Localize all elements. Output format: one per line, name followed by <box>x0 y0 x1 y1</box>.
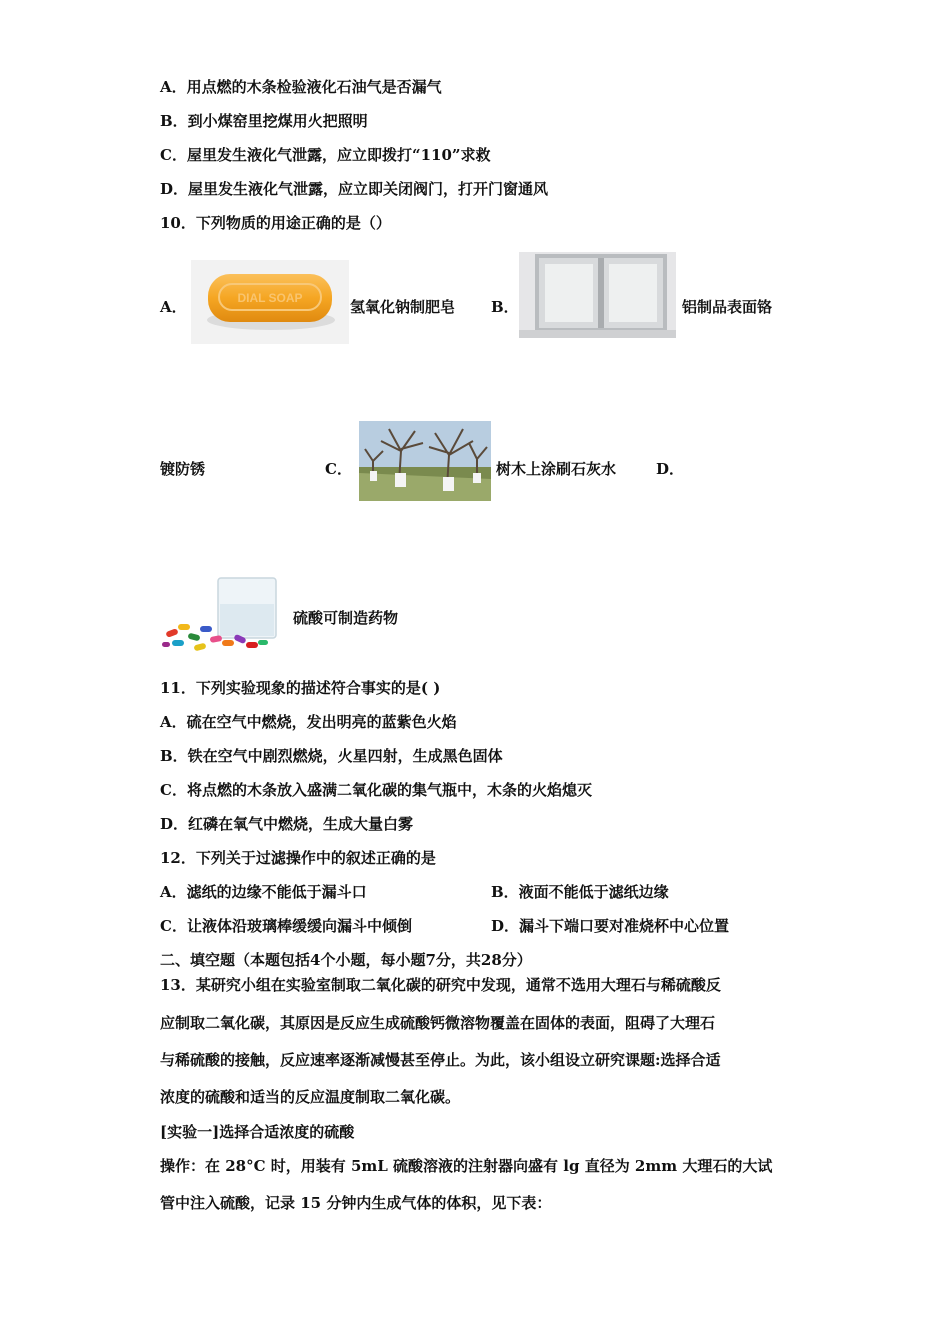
q11-option-c: C．将点燃的木条放入盛满二氧化碳的集气瓶中，木条的火焰熄灭 <box>160 781 592 799</box>
pills-image <box>158 574 282 652</box>
q13-line-1: 13．某研究小组在实验室制取二氧化碳的研究中发现，通常不选用大理石与稀硫酸反 <box>160 976 721 994</box>
q11-stem: 11．下列实验现象的描述符合事实的是( ) <box>160 679 441 697</box>
q11-option-b: B．铁在空气中剧烈燃烧，火星四射，生成黑色固体 <box>160 747 503 765</box>
q13-exp1-title: [实验一]选择合适浓度的硫酸 <box>160 1123 355 1141</box>
q9-option-b: B．到小煤窑里挖煤用火把照明 <box>160 112 368 130</box>
q10-b-label: B． <box>491 298 519 316</box>
q11-option-d: D．红磷在氧气中燃烧，生成大量白雾 <box>160 815 414 833</box>
q12-option-a: A．滤纸的边缘不能低于漏斗口 <box>160 883 367 901</box>
q9-option-d: D．屋里发生液化气泄露，应立即关闭阀门，打开门窗通风 <box>160 180 549 198</box>
q10-c-text: 树木上涂刷石灰水 <box>496 460 617 478</box>
window-image <box>519 252 676 338</box>
q11-option-a: A．硫在空气中燃烧，发出明亮的蓝紫色火焰 <box>160 713 457 731</box>
q10-stem: 10．下列物质的用途正确的是（） <box>160 214 391 232</box>
q10-b-text-cont: 镀防锈 <box>160 460 206 478</box>
trees-image <box>359 421 491 501</box>
q10-a-text: 氢氧化钠制肥皂 <box>350 298 456 316</box>
q13-op-line-2: 管中注入硫酸，记录 15 分钟内生成气体的体积，见下表： <box>160 1194 552 1212</box>
section-heading: 二、填空题（本题包括4个小题，每小题7分，共28分） <box>160 951 532 969</box>
soap-image <box>191 260 349 344</box>
q10-d-text: 硫酸可制造药物 <box>293 609 399 627</box>
q10-d-label: D． <box>656 460 685 478</box>
q12-option-c: C．让液体沿玻璃棒缓缓向漏斗中倾倒 <box>160 917 412 935</box>
q10-c-label: C． <box>325 460 352 478</box>
q13-line-3: 与稀硫酸的接触，反应速率逐渐减慢甚至停止。为此，该小组设立研究课题:选择合适 <box>160 1051 721 1069</box>
q13-line-4: 浓度的硫酸和适当的反应温度制取二氧化碳。 <box>160 1088 461 1106</box>
q12-option-b: B．液面不能低于滤纸边缘 <box>491 883 669 901</box>
q10-a-label: A． <box>160 298 187 316</box>
svg-text:DIAL SOAP: DIAL SOAP <box>237 291 303 305</box>
q13-op-line-1: 操作：在 28°C 时，用装有 5mL 硫酸溶液的注射器向盛有 lg 直径为 2mm 大理石的大试 <box>160 1157 773 1175</box>
q13-line-2: 应制取二氧化碳，其原因是反应生成硫酸钙微溶物覆盖在固体的表面，阻碍了大理石 <box>160 1014 716 1032</box>
q12-option-d: D．漏斗下端口要对准烧杯中心位置 <box>491 917 730 935</box>
q10-b-text: 铝制品表面铬 <box>682 298 773 316</box>
q9-option-c: C．屋里发生液化气泄露，应立即拨打“110”求救 <box>160 146 491 164</box>
q9-option-a: A．用点燃的木条检验液化石油气是否漏气 <box>160 78 442 96</box>
q12-stem: 12．下列关于过滤操作中的叙述正确的是 <box>160 849 436 867</box>
